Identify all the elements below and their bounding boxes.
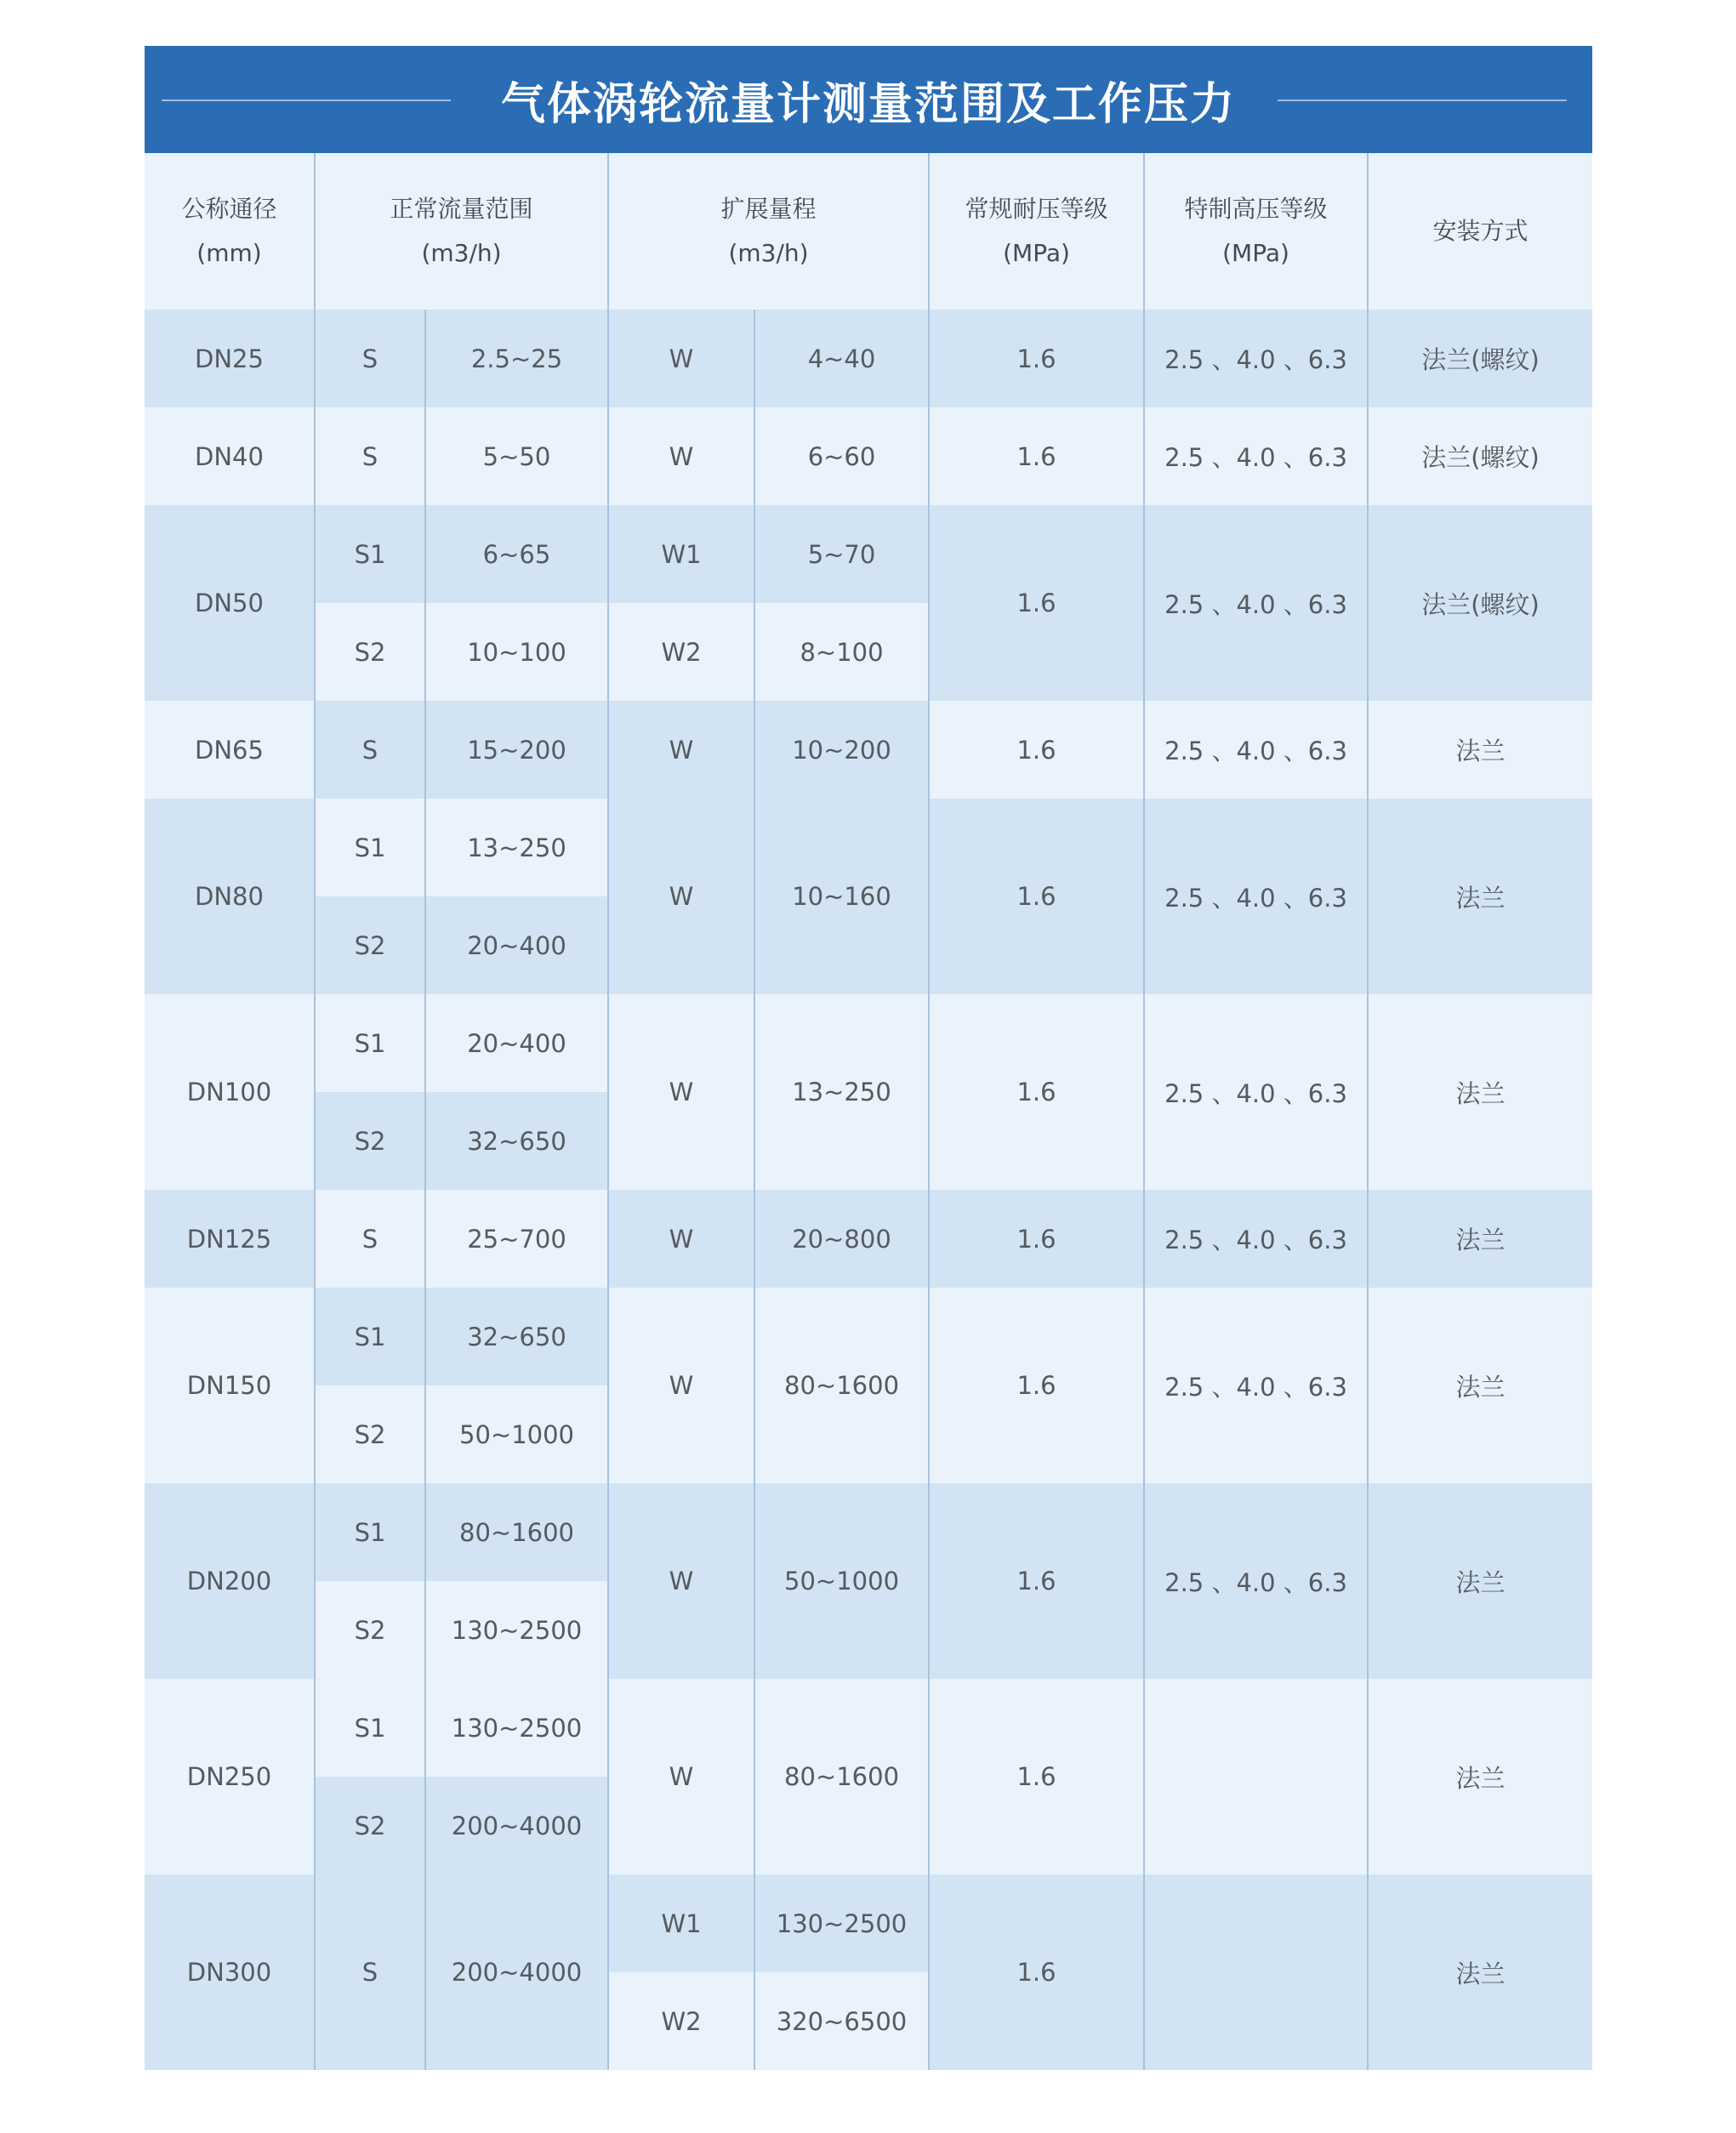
install-cell: 法兰(螺纹)	[1368, 407, 1592, 505]
s-code-cell: S2	[315, 1581, 425, 1679]
s-range-cell: 15~200	[425, 701, 608, 799]
s-range-cell: 20~400	[425, 994, 608, 1092]
dn-cell: DN100	[145, 994, 315, 1190]
header-normal-flow-range: 正常流量范围 (m3/h)	[315, 153, 608, 310]
install-cell: 法兰	[1368, 1874, 1592, 2070]
s-range-cell: 6~65	[425, 505, 608, 603]
pressure-cell: 1.6	[929, 1679, 1144, 1874]
pressure-cell: 1.6	[929, 799, 1144, 994]
high-pressure-cell	[1144, 1679, 1368, 1874]
spec-sheet	[145, 46, 1592, 2070]
table-row	[145, 505, 1592, 603]
header-extended-range: 扩展量程 (m3/h)	[608, 153, 929, 310]
s-code-cell: S2	[315, 896, 425, 994]
table-row	[145, 1679, 1592, 1777]
high-pressure-cell: 2.5 、4.0 、6.3	[1144, 310, 1368, 407]
dn-cell: DN300	[145, 1874, 315, 2070]
s-code-cell: S1	[315, 505, 425, 603]
s-code-cell: S	[315, 701, 425, 799]
table-row	[145, 1874, 1592, 1972]
w-code-cell: W	[608, 310, 754, 407]
table-row	[145, 1190, 1592, 1288]
pressure-cell: 1.6	[929, 1190, 1144, 1288]
s-range-cell: 80~1600	[425, 1483, 608, 1581]
s-range-cell: 20~400	[425, 896, 608, 994]
install-cell: 法兰	[1368, 1483, 1592, 1679]
s-range-cell: 200~4000	[425, 1874, 608, 2070]
install-cell: 法兰	[1368, 994, 1592, 1190]
w-code-cell: W	[608, 994, 754, 1190]
w-range-cell: 10~200	[754, 701, 929, 799]
table-row	[145, 994, 1592, 1092]
w-code-cell: W	[608, 1288, 754, 1483]
table-row	[145, 310, 1592, 407]
s-code-cell: S1	[315, 1288, 425, 1385]
w-range-cell: 5~70	[754, 505, 929, 603]
dn-cell: DN80	[145, 799, 315, 994]
table-row	[145, 1288, 1592, 1385]
s-code-cell: S2	[315, 1092, 425, 1190]
s-code-cell: S	[315, 1190, 425, 1288]
table-row	[145, 1483, 1592, 1581]
dn-cell: DN65	[145, 701, 315, 799]
table-row	[145, 701, 1592, 799]
s-range-cell: 5~50	[425, 407, 608, 505]
w-code-cell: W	[608, 1190, 754, 1288]
s-code-cell: S2	[315, 603, 425, 701]
install-cell: 法兰	[1368, 1190, 1592, 1288]
install-cell: 法兰	[1368, 701, 1592, 799]
s-range-cell: 200~4000	[425, 1777, 608, 1874]
w-range-cell: 80~1600	[754, 1288, 929, 1483]
header-row	[145, 153, 1592, 310]
pressure-cell: 1.6	[929, 701, 1144, 799]
pressure-cell: 1.6	[929, 310, 1144, 407]
s-range-cell: 13~250	[425, 799, 608, 896]
high-pressure-cell: 2.5 、4.0 、6.3	[1144, 799, 1368, 994]
page-title: 气体涡轮流量计测量范围及工作压力	[500, 78, 1236, 130]
w-range-cell: 8~100	[754, 603, 929, 701]
w-code-cell: W1	[608, 505, 754, 603]
s-range-cell: 2.5~25	[425, 310, 608, 407]
w-range-cell: 80~1600	[754, 1679, 929, 1874]
header-pressure-rating: 常规耐压等级 (MPa)	[929, 153, 1144, 310]
w-range-cell: 320~6500	[754, 1972, 929, 2070]
title-bar	[145, 46, 1592, 153]
s-code-cell: S2	[315, 1777, 425, 1874]
w-code-cell: W	[608, 1483, 754, 1679]
s-code-cell: S	[315, 310, 425, 407]
title-divider-right	[1278, 100, 1567, 101]
spec-table	[145, 153, 1592, 2070]
w-range-cell: 20~800	[754, 1190, 929, 1288]
w-range-cell: 130~2500	[754, 1874, 929, 1972]
s-code-cell: S1	[315, 994, 425, 1092]
w-code-cell: W2	[608, 603, 754, 701]
dn-cell: DN125	[145, 1190, 315, 1288]
w-range-cell: 50~1000	[754, 1483, 929, 1679]
dn-cell: DN200	[145, 1483, 315, 1679]
install-cell: 法兰(螺纹)	[1368, 310, 1592, 407]
table-row	[145, 799, 1592, 896]
w-code-cell: W	[608, 407, 754, 505]
title-divider-left	[162, 100, 451, 101]
pressure-cell: 1.6	[929, 505, 1144, 701]
s-range-cell: 32~650	[425, 1092, 608, 1190]
pressure-cell: 1.6	[929, 1288, 1144, 1483]
s-range-cell: 32~650	[425, 1288, 608, 1385]
pressure-cell: 1.6	[929, 1874, 1144, 2070]
pressure-cell: 1.6	[929, 407, 1144, 505]
s-range-cell: 130~2500	[425, 1679, 608, 1777]
w-range-cell: 4~40	[754, 310, 929, 407]
install-cell: 法兰	[1368, 1288, 1592, 1483]
s-range-cell: 10~100	[425, 603, 608, 701]
install-cell: 法兰(螺纹)	[1368, 505, 1592, 701]
header-installation: 安装方式	[1368, 153, 1592, 310]
s-code-cell: S1	[315, 799, 425, 896]
s-range-cell: 25~700	[425, 1190, 608, 1288]
w-code-cell: W2	[608, 1972, 754, 2070]
w-code-cell: W	[608, 1679, 754, 1874]
s-range-cell: 50~1000	[425, 1385, 608, 1483]
high-pressure-cell: 2.5 、4.0 、6.3	[1144, 505, 1368, 701]
header-high-pressure-rating: 特制高压等级 (MPa)	[1144, 153, 1368, 310]
s-range-cell: 130~2500	[425, 1581, 608, 1679]
high-pressure-cell	[1144, 1874, 1368, 2070]
table-row	[145, 407, 1592, 505]
high-pressure-cell: 2.5 、4.0 、6.3	[1144, 994, 1368, 1190]
s-code-cell: S1	[315, 1679, 425, 1777]
dn-cell: DN50	[145, 505, 315, 701]
dn-cell: DN40	[145, 407, 315, 505]
w-code-cell: W	[608, 701, 754, 799]
w-range-cell: 13~250	[754, 994, 929, 1190]
w-range-cell: 10~160	[754, 799, 929, 994]
w-range-cell: 6~60	[754, 407, 929, 505]
s-code-cell: S1	[315, 1483, 425, 1581]
high-pressure-cell: 2.5 、4.0 、6.3	[1144, 701, 1368, 799]
pressure-cell: 1.6	[929, 994, 1144, 1190]
dn-cell: DN250	[145, 1679, 315, 1874]
install-cell: 法兰	[1368, 1679, 1592, 1874]
header-nominal-diameter: 公称通径 (mm)	[145, 153, 315, 310]
high-pressure-cell: 2.5 、4.0 、6.3	[1144, 407, 1368, 505]
s-code-cell: S2	[315, 1385, 425, 1483]
high-pressure-cell: 2.5 、4.0 、6.3	[1144, 1288, 1368, 1483]
dn-cell: DN150	[145, 1288, 315, 1483]
dn-cell: DN25	[145, 310, 315, 407]
w-code-cell: W1	[608, 1874, 754, 1972]
pressure-cell: 1.6	[929, 1483, 1144, 1679]
install-cell: 法兰	[1368, 799, 1592, 994]
high-pressure-cell: 2.5 、4.0 、6.3	[1144, 1190, 1368, 1288]
s-code-cell: S	[315, 407, 425, 505]
high-pressure-cell: 2.5 、4.0 、6.3	[1144, 1483, 1368, 1679]
s-code-cell: S	[315, 1874, 425, 2070]
w-code-cell: W	[608, 799, 754, 994]
